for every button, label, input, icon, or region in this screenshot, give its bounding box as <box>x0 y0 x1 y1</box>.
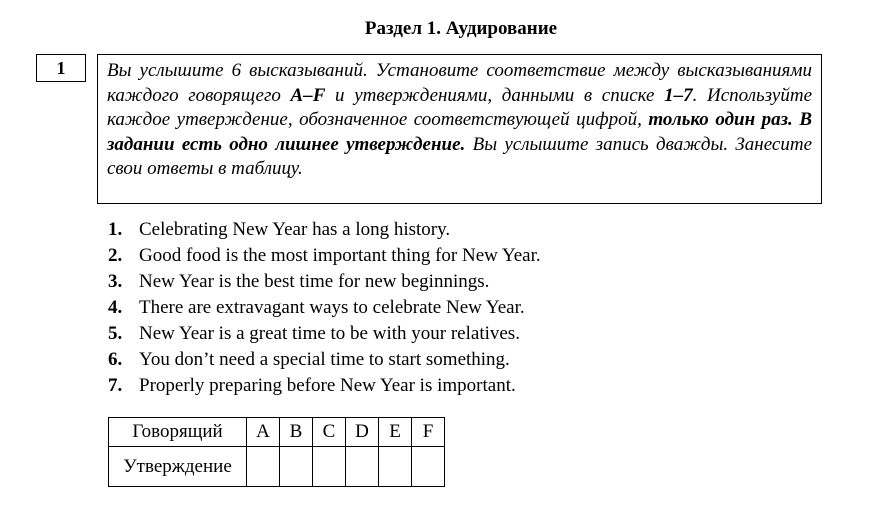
statement-item <box>108 269 808 295</box>
statement-item <box>108 347 808 373</box>
instruction-bold-rule: только один раз. В задании есть одно лишнее утверждение. <box>107 109 812 155</box>
speaker-row <box>109 418 445 447</box>
statement-text: You don’t need a special time to start something. <box>139 349 510 370</box>
answer-table <box>108 417 445 487</box>
answer-cell-d[interactable] <box>346 447 379 487</box>
speaker-f: F <box>412 418 445 447</box>
statement-number: 7. <box>108 375 123 396</box>
task-number: 1 <box>36 54 86 82</box>
speaker-header: Говорящий <box>109 418 247 447</box>
statement-number: 2. <box>108 245 123 266</box>
statement-item <box>108 295 808 321</box>
speaker-b: B <box>280 418 313 447</box>
instruction-bold-range: 1–7 <box>664 84 693 106</box>
instruction-bold-speakers: A–F <box>290 84 326 106</box>
statement-answer-row <box>109 447 445 487</box>
answer-cell-a[interactable] <box>247 447 280 487</box>
statement-item <box>108 373 808 399</box>
statement-text: New Year is the best time for new beginnings. <box>139 271 490 292</box>
statement-item <box>108 321 808 347</box>
statement-number: 1. <box>108 219 123 240</box>
instruction-text <box>107 59 812 182</box>
instruction-part3: . Используйте каждое утверждение, обозначенное соответствующей цифрой, <box>107 84 812 130</box>
speaker-e: E <box>379 418 412 447</box>
statement-number: 5. <box>108 323 123 344</box>
answer-cell-e[interactable] <box>379 447 412 487</box>
statement-item <box>108 217 808 243</box>
answer-cell-f[interactable] <box>412 447 445 487</box>
statement-text: Properly preparing before New Year is important. <box>139 375 516 396</box>
speaker-d: D <box>346 418 379 447</box>
statement-number: 3. <box>108 271 123 292</box>
statement-text: New Year is a great time to be with your relatives. <box>139 323 520 344</box>
statement-item <box>108 243 808 269</box>
section-title: Раздел 1. Аудирование <box>364 18 558 39</box>
statements-list <box>108 217 808 399</box>
statement-number: 6. <box>108 349 123 370</box>
statement-text: Good food is the most important thing for New Year. <box>139 245 541 266</box>
statement-text: Celebrating New Year has a long history. <box>139 219 451 240</box>
speaker-a: A <box>247 418 280 447</box>
answer-cell-b[interactable] <box>280 447 313 487</box>
statement-text: There are extravagant ways to celebrate New Year. <box>139 297 525 318</box>
answer-cell-c[interactable] <box>313 447 346 487</box>
statement-header: Утверждение <box>109 447 247 487</box>
instruction-part4: Вы услышите запись дважды. Занесите свои ответы в таблицу. <box>107 133 813 179</box>
instruction-part2: и утверждениями, данными в списке <box>325 84 665 106</box>
instruction-part1: Вы услышите 6 высказываний. Установите соответствие между высказываниями каждого говорящего <box>107 60 812 106</box>
statement-number: 4. <box>108 297 123 318</box>
instruction-box <box>97 54 822 204</box>
speaker-c: C <box>313 418 346 447</box>
